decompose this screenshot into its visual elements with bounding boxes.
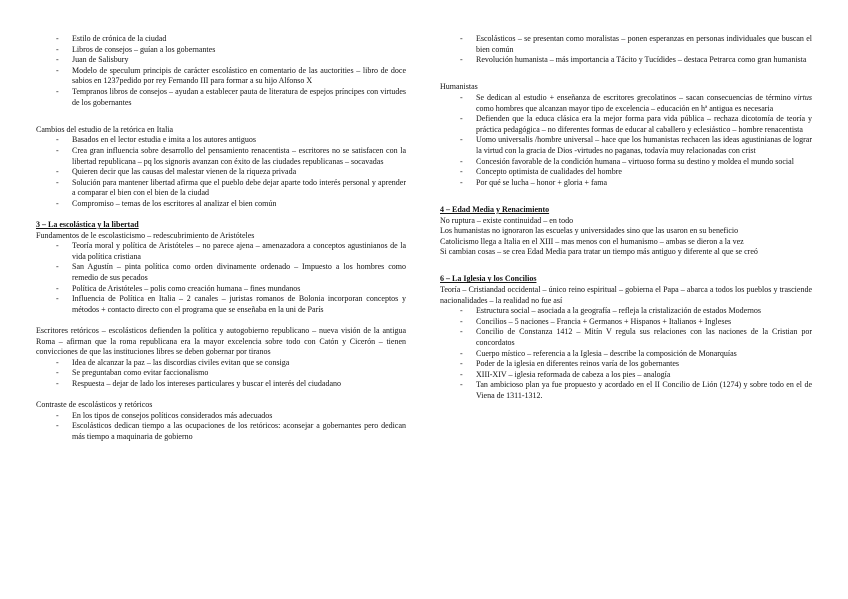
list-item: - Respuesta – dejar de lado los intereses particulares y buscar el interés del ciudadano	[36, 379, 406, 390]
list-item: - Concilios – 5 naciones – Francia + Germanos + Hispanos + Italianos + Ingleses	[440, 317, 812, 328]
list-item: - Defienden que la educa clásica era la mejor forma para vida pública – rechaza dicotomía de teoría y práctica pedagógica – no diferentes formas de educar al caballero y eclesiástico – hombre renacentista	[440, 114, 812, 135]
list-item: - En los tipos de consejos políticos considerados más adecuados	[36, 411, 406, 422]
section-6-paragraph: Teoría – Cristiandad occidental – único reino espiritual – gobierna el Papa – abarca a todos los pueblos y trasciende nacionalidades – la realidad no fue así	[440, 285, 812, 305]
item-emphasis: virtus	[793, 92, 812, 102]
humanistas-title: Humanistas	[440, 82, 478, 92]
list-item: - Concilio de Constanza 1412 – Mitín V regula sus relaciones con las naciones de la Cristian por concordatos	[440, 327, 812, 348]
list-item: - Estructura social – asociada a la geografía – refleja la cristalización de estados Modernos	[440, 306, 812, 317]
list-item: - Modelo de speculum principis de carácter escolástico en comentario de las auctorities – libro de doce sabios en 1237pedido por rey Fernando III para formar a su hijo Alfonso X	[36, 66, 406, 87]
list-item: - Libros de consejos – guían a los gobernantes	[36, 45, 406, 56]
list-item: - Solución para mantener libertad afirma que el pueblo debe dejar aparte todo interés personal y aprender a comparar el bien con el bien de la ciudad	[36, 178, 406, 199]
item-text: Se dedican al estudio + enseñanza de escritores grecolatinos – sacan consecuencias de término	[476, 92, 794, 102]
list-item: - Juan de Salisbury	[36, 55, 406, 66]
list-item: - Tan ambicioso plan ya fue propuesto y acordado en el II Concilio de Lión (1274) y sobre todo en el de Viena de 1311-1312.	[440, 380, 812, 401]
section-4-line: Catolicismo llega a Italia en el XIII – mas menos con el humanismo – ambas se dieron a la vez	[440, 236, 744, 246]
list-item: - Basados en el lector estudia e imita a los autores antiguos	[36, 135, 406, 146]
escritores-paragraph: Escritores retóricos – escolásticos defienden la política y autogobierno republicano – nueva visión de la antigua Roma – afirman que la roma republicana era la mayor excelencia sobre todo con Catón y Cicerón – tienen convicciones de que las instituciones libres se deben gobernar por tiranos	[36, 326, 406, 357]
fundamentos-list	[36, 241, 406, 315]
list-item: - Cuerpo místico – referencia a la Iglesia – describe la composición de Monarquías	[440, 349, 812, 360]
list-item: - San Agustín – pinta política como orden divinamente ordenado – Impuesto a los hombres como remedio de sus pecados	[36, 262, 406, 283]
escritores-list	[36, 358, 406, 390]
fundamentos-title: Fundamentos de le escolasticismo – redescubrimiento de Aristóteles	[36, 230, 255, 240]
list-item: - Crea gran influencia sobre desarrollo del pensamiento renacentista – escritores no se satisfacen con la libertad republicana – pq los signoris avanzan con éxito de las ciudades republicanas – socavadas	[36, 146, 406, 167]
list-item: - Teoría moral y política de Aristóteles – no parece ajena – amenazadora a conceptos agustinianos de la vida política cristiana	[36, 241, 406, 262]
list-item: - Política de Aristóteles – polis como creación humana – fines mundanos	[36, 284, 406, 295]
list-item: - Quieren decir que las causas del malestar vienen de la riqueza privada	[36, 167, 406, 178]
contraste-list	[36, 411, 406, 443]
left-column	[36, 34, 406, 443]
section-6-list	[440, 306, 812, 401]
top-list	[440, 34, 812, 66]
section-4-line: No ruptura – existe continuidad – en todo	[440, 215, 574, 225]
list-item: - Tempranos libros de consejos – ayudan a establecer pauta de literatura de espejos príncipes con virtudes de los gobernantes	[36, 87, 406, 108]
item-text: como hombres que alcanzan mayor tipo de excelencia – educación en hª antigua es necesaria	[476, 103, 774, 113]
list-item: - Poder de la iglesia en diferentes reinos varía de los gobernantes	[440, 359, 812, 370]
list-item: - Idea de alcanzar la paz – las discordias civiles evitan que se consiga	[36, 358, 406, 369]
list-item: - Uomo universalis /hombre universal – hace que los humanistas rechacen las ideas agustinianas de lograr la virtud con la gracia de Dios -virtudes no paganas, todavía muy relacionadas con crist	[440, 135, 812, 156]
section-4-line: Los humanistas no ignoraron las escuelas y universidades sino que las usaron en su beneficio	[440, 226, 739, 236]
list-item: - Concepto optimista de cualidades del hombre	[440, 167, 812, 178]
humanistas-list	[440, 93, 812, 188]
section-6-heading: 6 – La Iglesia y los Concilios	[440, 274, 537, 284]
list-item: - Influencia de Política en Italia – 2 canales – juristas romanos de Bolonia incorporan conceptos y métodos + contacto directo con el programa que se enseñaba en la uni de París	[36, 294, 406, 315]
list-item: - Se preguntaban como evitar faccionalismo	[36, 368, 406, 379]
contraste-title: Contraste de escolásticos y retóricos	[36, 400, 153, 410]
retorica-list	[36, 135, 406, 209]
list-item: - Revolución humanista – más importancia a Tácito y Tucídides – destaca Petrarca como gran humanista	[440, 55, 812, 66]
section-4-heading: 4 – Edad Media y Renacimiento	[440, 204, 550, 214]
list-item: - Compromiso – temas de los escritores al analizar el bien común	[36, 199, 406, 210]
list-item: - Por qué se lucha – honor + gloria + fama	[440, 178, 812, 189]
list-item	[440, 93, 812, 114]
intro-list	[36, 34, 406, 108]
list-item: - Estilo de crónica de la ciudad	[36, 34, 406, 45]
list-item: - XIII-XIV – iglesia reformada de cabeza a los pies – analogía	[440, 370, 812, 381]
list-item: - Escolásticos – se presentan como moralistas – ponen esperanzas en personas individuales que buscan el bien común	[440, 34, 812, 55]
right-column	[440, 34, 812, 402]
retorica-title: Cambios del estudio de la retórica en Italia	[36, 124, 174, 134]
section-3-heading: 3 – La escolástica y la libertad	[36, 220, 139, 230]
list-item: - Concesión favorable de la condición humana – virtuoso forma su destino y moldea el mundo social	[440, 157, 812, 168]
list-item: - Escolásticos dedican tiempo a las ocupaciones de los retóricos: aconsejar a gobernantes pero dedican más tiempo a maquinaria de gobierno	[36, 421, 406, 442]
section-4-line: Si cambian cosas – se crea Edad Media para tratar un tiempo más antiguo y diferente al que se creó	[440, 247, 758, 257]
